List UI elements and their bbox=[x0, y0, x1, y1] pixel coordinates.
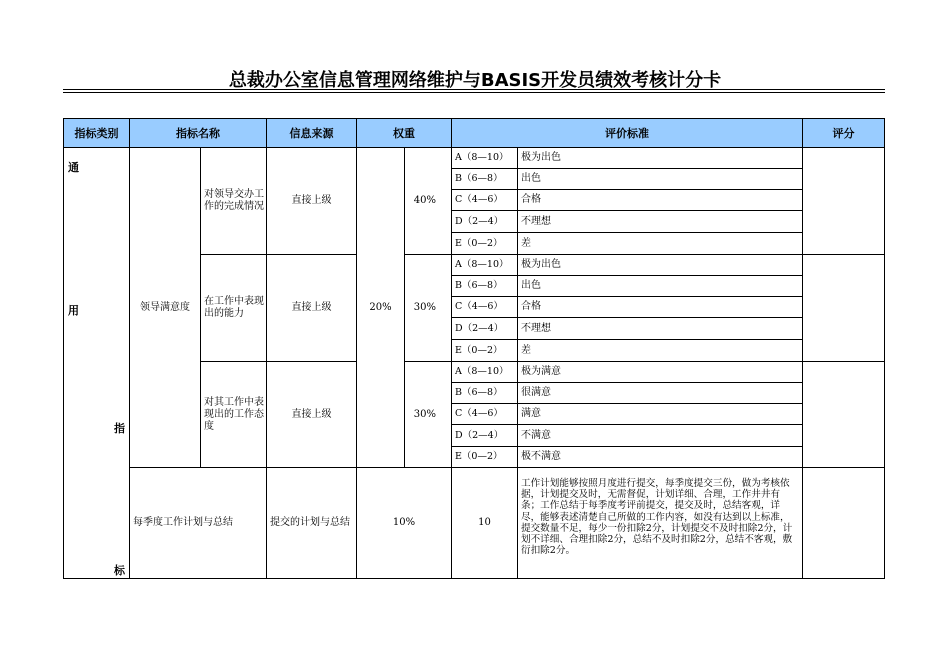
grade-range: D（2—4） bbox=[451, 210, 518, 233]
indicator-plan-summary-source: 提交的计划与总结 bbox=[266, 467, 357, 579]
sub-indicator-name: 在工作中表现出的能力 bbox=[200, 254, 267, 362]
score-cell[interactable] bbox=[802, 361, 885, 468]
grade-description: 差 bbox=[517, 339, 803, 362]
grade-description: 差 bbox=[517, 232, 803, 255]
grade-range: E（0—2） bbox=[451, 339, 518, 362]
grade-description: 极不满意 bbox=[517, 446, 803, 468]
grade-description: 不满意 bbox=[517, 424, 803, 447]
header-name: 指标名称 bbox=[129, 118, 267, 148]
sub-indicator-weight: 40% bbox=[404, 147, 452, 255]
grade-range: C（4—6） bbox=[451, 296, 518, 318]
sub-indicator-name: 对其工作中表现出的工作态度 bbox=[200, 361, 267, 468]
grade-range: D（2—4） bbox=[451, 317, 518, 340]
grade-range: E（0—2） bbox=[451, 446, 518, 468]
indicator-plan-summary-points: 10 bbox=[451, 467, 518, 579]
indicator-plan-summary: 每季度工作计划与总结 bbox=[129, 467, 267, 579]
indicator-plan-summary-criteria: 工作计划能够按照月度进行提交，每季度提交三份，做为考核依据，计划提交及时，无需督促，计划详细、合理，工作井井有条；工作总结于每季度考评前提交，提交及时，总结客观，详尽，能够表述清楚自己所做的工作内容，如没有达到以上标准，提交数量不足，每少一份扣除2分，计划提交不及时扣除2分，计划不详细、合理扣除2分，总结不及时扣除2分，总结不客观，敷衍扣除2分。 bbox=[517, 467, 803, 579]
grade-description: 极为满意 bbox=[517, 361, 803, 383]
title-rule-thick bbox=[63, 89, 885, 90]
sub-indicator-source: 直接上级 bbox=[266, 361, 357, 468]
title-rule-thin bbox=[63, 92, 885, 93]
category-char-1: 通 bbox=[68, 161, 79, 174]
score-cell[interactable] bbox=[802, 147, 885, 255]
indicator-plan-summary-weight: 10% bbox=[356, 467, 452, 579]
header-category: 指标类别 bbox=[63, 118, 130, 148]
scorecard-title: 总裁办公室信息管理网络维护与BASIS开发员绩效考核计分卡 bbox=[228, 70, 722, 91]
scorecard-table bbox=[63, 118, 885, 579]
header-source: 信息来源 bbox=[266, 118, 357, 148]
sub-indicator-source: 直接上级 bbox=[266, 254, 357, 362]
indicator-leader-satisfaction-weight: 20% bbox=[356, 147, 405, 468]
grade-description: 不理想 bbox=[517, 317, 803, 340]
grade-range: B（6—8） bbox=[451, 168, 518, 190]
sub-indicator-source: 直接上级 bbox=[266, 147, 357, 255]
grade-description: 合格 bbox=[517, 296, 803, 318]
category-char-2: 用 bbox=[68, 304, 79, 317]
sub-indicator-name: 对领导交办工作的完成情况 bbox=[200, 147, 267, 255]
category-char-3: 指 bbox=[114, 422, 125, 435]
grade-description: 满意 bbox=[517, 403, 803, 425]
header-weight: 权重 bbox=[356, 118, 452, 148]
category-cell bbox=[63, 147, 130, 579]
grade-description: 很满意 bbox=[517, 382, 803, 404]
score-cell[interactable] bbox=[802, 254, 885, 362]
grade-range: E（0—2） bbox=[451, 232, 518, 255]
sub-indicator-weight: 30% bbox=[404, 254, 452, 362]
grade-range: C（4—6） bbox=[451, 189, 518, 211]
score-cell[interactable] bbox=[802, 467, 885, 579]
grade-range: B（6—8） bbox=[451, 382, 518, 404]
indicator-leader-satisfaction: 领导满意度 bbox=[129, 147, 201, 468]
grade-range: A（8—10） bbox=[451, 147, 518, 169]
grade-range: C（4—6） bbox=[451, 403, 518, 425]
grade-description: 出色 bbox=[517, 275, 803, 297]
sub-indicator-weight: 30% bbox=[404, 361, 452, 468]
grade-description: 不理想 bbox=[517, 210, 803, 233]
grade-range: A（8—10） bbox=[451, 254, 518, 276]
grade-description: 合格 bbox=[517, 189, 803, 211]
grade-description: 出色 bbox=[517, 168, 803, 190]
category-char-4: 标 bbox=[114, 564, 125, 577]
grade-range: B（6—8） bbox=[451, 275, 518, 297]
grade-description: 极为出色 bbox=[517, 147, 803, 169]
header-criteria: 评价标准 bbox=[451, 118, 803, 148]
grade-range: A（8—10） bbox=[451, 361, 518, 383]
grade-range: D（2—4） bbox=[451, 424, 518, 447]
grade-description: 极为出色 bbox=[517, 254, 803, 276]
header-score: 评分 bbox=[802, 118, 885, 148]
